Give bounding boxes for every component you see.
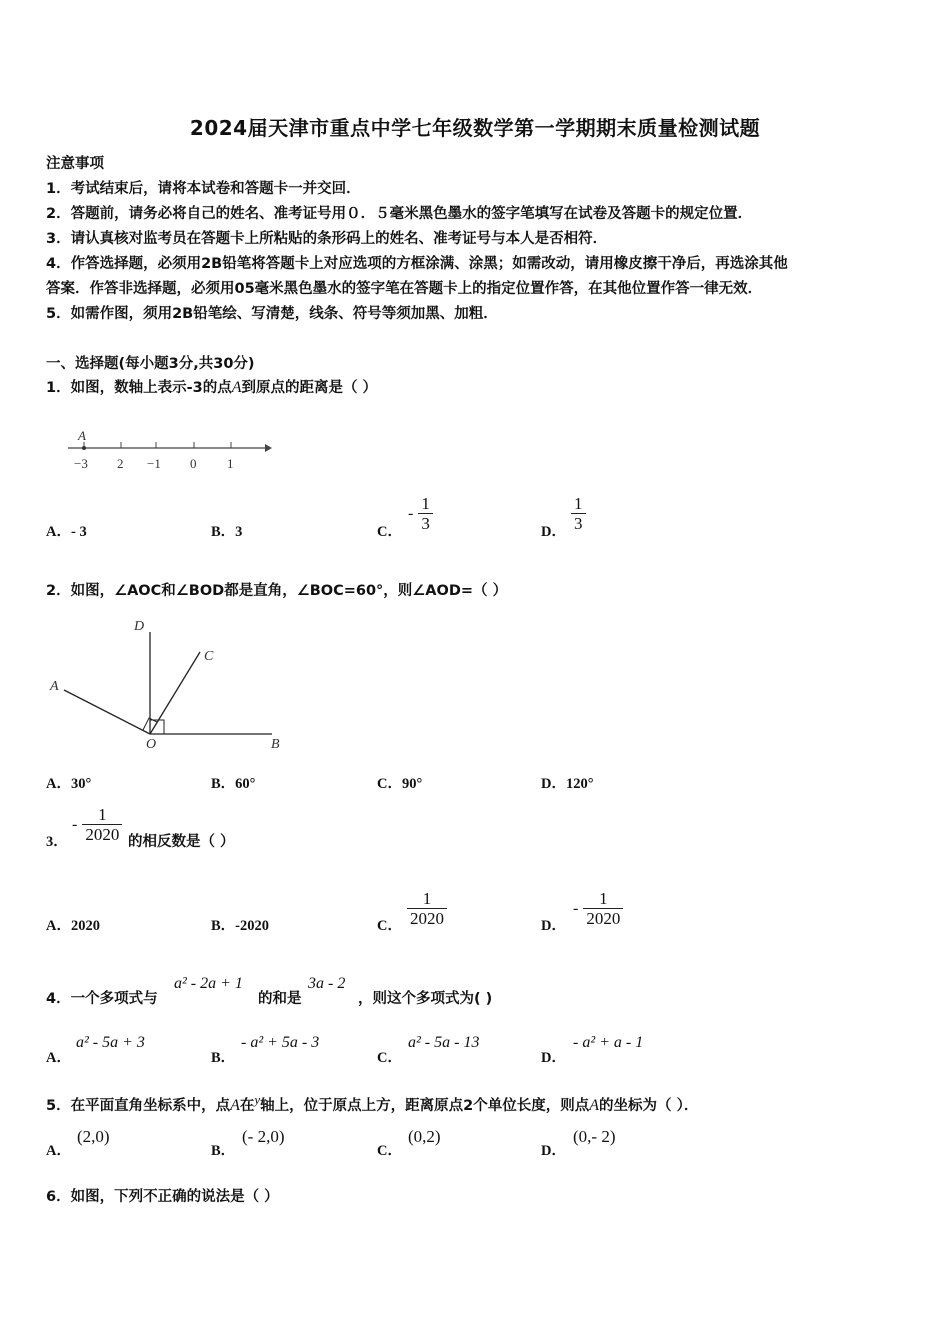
number-line-figure [60,420,280,480]
question-4-expr2: 3a - 2 [308,975,346,992]
option-label: B． [211,524,236,540]
question-3-fraction [72,805,122,844]
option-value: 3 [235,524,243,540]
question-1 [46,376,377,397]
question-5-var: A [230,1096,240,1114]
fraction-numerator: 1 [574,494,583,513]
question-5-in: 在 [239,1097,255,1114]
label-c: C [204,649,214,664]
question-1-pre: 1．如图，数轴上表示-3的点 [46,380,232,396]
question-2: 2．如图，∠AOC和∠BOD都是直角，∠BOC=60°，则∠AOD=（ ） [46,583,508,599]
option-value: 60° [235,776,256,792]
fraction-sign: - [408,505,414,522]
question-1-post: 到原点的距离是（ ） [241,380,378,396]
fraction-denominator: 2020 [82,824,122,844]
option-d-label[interactable]: D． [541,1050,566,1066]
notes-item: 3．请认真核对监考员在答题卡上所粘贴的条形码上的姓名、准考证号与本人是否相符． [46,231,608,247]
option-value: -2020 [235,918,270,934]
option-d-label[interactable]: D． [541,1143,566,1159]
question-5-var-y: y [254,1092,261,1107]
option-label: A． [46,524,71,540]
label-a: A [50,679,59,694]
option-b-value: - a² + 5a - 3 [241,1034,320,1051]
option-d-value [573,889,623,928]
option-label: D． [541,776,566,792]
label-d: D [134,619,145,634]
question-4-expr1: a² - 2a + 1 [174,975,243,992]
option-d-value: - a² + a - 1 [573,1034,644,1051]
notes-item: 4．作答选择题，必须用2B铅笔将答题卡上对应选项的方框涂满、涂黑；如需改动，请用橡皮擦干净后，再选涂其他 [46,256,788,272]
fraction-denominator: 3 [571,513,586,533]
section-heading: 一、选择题(每小题3分,共30分) [46,356,255,372]
tick-label: 0 [190,456,197,471]
fraction-denominator: 3 [418,513,433,533]
option-c-label[interactable]: C． [377,524,402,540]
fraction-numerator: 1 [421,494,430,513]
tick-label: 1 [227,456,234,471]
ray-oc [150,652,200,734]
angle-figure [44,612,304,757]
fraction-denominator: 2020 [407,908,447,928]
page-title: 2024届天津市重点中学七年级数学第一学期期末质量检测试题 [189,116,761,140]
option-b[interactable] [211,914,269,935]
option-a[interactable] [46,914,100,935]
option-c-value [408,494,433,533]
tick-label: −3 [74,456,88,471]
number-line-arrow [265,444,272,452]
option-d-label[interactable]: D． [541,918,566,934]
label-o: O [146,737,157,752]
option-c-value [407,889,447,928]
option-a-value: (2,0) [77,1127,110,1146]
label-b: B [271,737,280,752]
tick-label: 2 [117,456,124,471]
option-label: A． [46,918,71,934]
question-5-pre: 5．在平面直角坐标系中，点 [46,1097,231,1114]
fraction-numerator: 1 [599,889,608,908]
option-b[interactable] [211,772,255,793]
fraction-sign: - [573,900,579,917]
point-a-label: A [78,428,86,443]
option-a[interactable] [46,772,91,793]
notes-item: 5．如需作图，须用2B铅笔绘、写清楚，线条、符号等须加黑、加粗． [46,306,498,322]
option-c-label[interactable]: C． [377,918,402,934]
fraction-sign: - [72,816,78,833]
option-a-label[interactable]: A． [46,1143,71,1159]
notes-item: 1．考试结束后，请将本试卷和答题卡一并交回． [46,181,361,197]
question-3-number: 3． [46,834,68,850]
notes-item: 2．答题前，请务必将自己的姓名、准考证号用０．５毫米黑色墨水的签字笔填写在试卷及答题卡的规定位置． [46,206,753,222]
question-6: 6．如图，下列不正确的说法是（ ） [46,1189,279,1205]
option-label: B． [211,776,236,792]
option-label: B． [211,918,236,934]
fraction-numerator: 1 [98,805,107,824]
notes-item: 答案．作答非选择题，必须用05毫米黑色墨水的签字笔在答题卡上的指定位置作答，在其他位置作答一律无效． [46,281,763,297]
question-5-mid: 轴上，位于原点上方，距离原点2个单位长度，则点 [260,1097,590,1114]
option-a[interactable] [46,520,87,541]
option-value: 2020 [70,918,100,934]
fraction-numerator: 1 [422,889,432,908]
option-d-value [571,494,586,533]
option-value: 120° [565,776,594,792]
question-1-var: A [231,379,242,396]
question-5-post: 的坐标为（ ）． [599,1097,699,1114]
ray-oa [64,690,150,734]
option-c-value: (0,2) [408,1127,441,1146]
notes-heading: 注意事项 [46,156,104,172]
option-value: - 3 [70,524,87,540]
option-label: C． [377,776,402,792]
option-a-value: a² - 5a + 3 [76,1034,145,1051]
option-c-value: a² - 5a - 13 [408,1034,480,1051]
option-c-label[interactable]: C． [377,1143,402,1159]
option-label: A． [46,776,71,792]
question-4-post: ，则这个多项式为( ) [358,991,493,1007]
fraction-denominator: 2020 [583,908,623,928]
question-5 [46,1092,698,1115]
option-d-label[interactable]: D． [541,524,566,540]
tick-label: −1 [147,456,161,471]
option-b-value: (- 2,0) [242,1127,285,1146]
option-c-label[interactable]: C． [377,1050,402,1066]
question-4-pre: 4．一个多项式与 [46,991,158,1007]
option-b-label[interactable]: B． [211,1143,236,1159]
option-a-label[interactable]: A． [46,1050,71,1066]
option-value: 30° [70,776,92,792]
option-d[interactable] [541,772,594,793]
option-c[interactable] [377,772,422,793]
question-3-text: 的相反数是（ ） [128,834,235,850]
question-4-mid: 的和是 [258,991,302,1007]
option-b-label[interactable]: B． [211,1050,236,1066]
option-b[interactable] [211,520,242,541]
option-d-value: (0,- 2) [573,1127,616,1146]
point-a-dot [82,446,86,450]
question-5-var: A [589,1096,600,1114]
option-value: 90° [401,776,423,792]
